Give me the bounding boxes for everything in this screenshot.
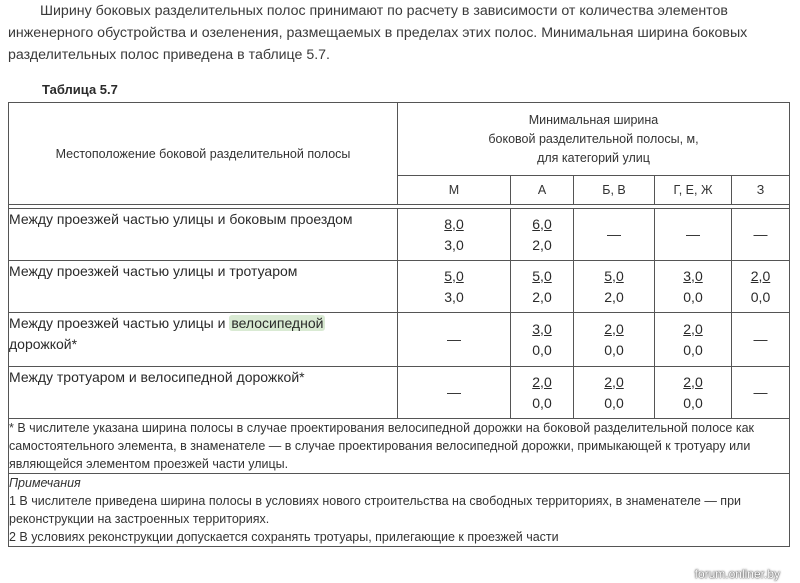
separation-strip-table (8, 102, 790, 547)
value-cell: $\frac{2,0}{0,0}$ (683, 320, 703, 358)
table-notes (9, 474, 790, 547)
value-dash: — (753, 384, 768, 400)
value-dash: — (447, 384, 461, 400)
value-cell: $\frac{2,0}{0,0}$ (604, 373, 624, 411)
value-cell: $\frac{6,0}{2,0}$ (532, 215, 552, 253)
category-z: З (732, 176, 790, 205)
header-width-line1: Минимальная ширина (528, 112, 659, 127)
value-cell: $\frac{2,0}{0,0}$ (604, 320, 624, 358)
notes-title: Примечания (9, 476, 81, 490)
header-width-line2: боковой разделительной полосы, м, (488, 131, 699, 146)
row-label: Между тротуаром и велосипедной дорожкой* (9, 367, 398, 419)
highlighted-word: велосипедной (231, 315, 324, 331)
header-location: Местоположение боковой разделительной полосы (9, 103, 398, 205)
value-cell: $\frac{5,0}{2,0}$ (532, 267, 552, 305)
table-row (9, 367, 790, 419)
category-m: М (398, 176, 511, 205)
intro-paragraph: Ширину боковых разделительных полос принимают по расчету в зависимости от количества элементов инженерного обустройства и озеленения, размещаемых в пределах этих полос. Минимальная ширина боковых разделительных полос приведена в таблице 5.7. (8, 3, 748, 63)
row-label: Между проезжей частью улицы и тротуаром (9, 261, 398, 313)
table-title: Таблица 5.7 (42, 82, 118, 97)
table-row (9, 209, 790, 261)
value-cell: $\frac{2,0}{0,0}$ (532, 373, 552, 411)
value-cell: $\frac{3,0}{0,0}$ (683, 267, 703, 305)
value-dash: — (753, 226, 768, 242)
row-label: Между проезжей частью улицы и велосипедной дорожкой* (9, 313, 398, 367)
value-dash: — (686, 226, 700, 242)
value-cell: $\frac{3,0}{0,0}$ (532, 320, 552, 358)
header-width-line3: для категорий улиц (537, 150, 650, 165)
value-dash: — (753, 331, 768, 347)
value-dash: — (607, 226, 621, 242)
row-label: Между проезжей частью улицы и боковым проездом (9, 209, 398, 261)
table-footnote: * В числителе указана ширина полосы в случае проектирования велосипедной дорожки на боковой разделительной полосе как самостоятельного элемента, в знаменателе — в случае проектирования велосипедной дорожки, примыкающей к тротуару или являющейся элементом проезжей части улицы. (9, 419, 790, 474)
value-cell: $\frac{5,0}{3,0}$ (444, 267, 464, 305)
value-cell: $\frac{2,0}{0,0}$ (750, 267, 771, 305)
table-row (9, 261, 790, 313)
table-row (9, 313, 790, 367)
watermark: forum.onliner.by (694, 567, 780, 581)
category-g-e-zh: Г, Е, Ж (655, 176, 732, 205)
value-cell: $\frac{2,0}{0,0}$ (683, 373, 703, 411)
value-dash: — (447, 331, 461, 347)
category-b-v: Б, В (574, 176, 655, 205)
note-1: 1 В числителе приведена ширина полосы в условиях нового строительства на свободных территориях, в знаменателе — при реконструкции на застроенных территориях. (9, 494, 742, 526)
category-a: А (511, 176, 574, 205)
value-cell: $\frac{8,0}{3,0}$ (444, 215, 464, 253)
note-2: 2 В условиях реконструкции допускается сохранять тротуары, прилегающие к проезжей части (9, 530, 559, 544)
value-cell: $\frac{5,0}{2,0}$ (604, 267, 624, 305)
header-min-width (398, 103, 790, 176)
